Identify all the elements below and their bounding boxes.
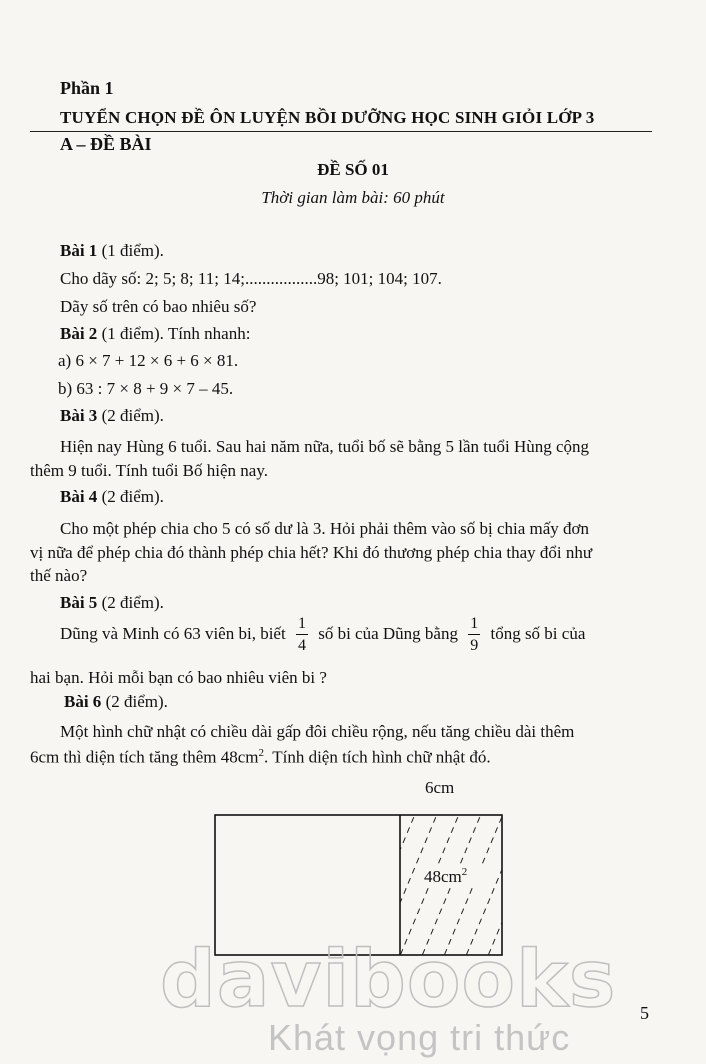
problem-1-line: Dãy số trên có bao nhiêu số?	[60, 297, 257, 316]
problem-points: (2 điểm).	[97, 487, 164, 506]
section-heading: A – ĐỀ BÀI	[60, 134, 152, 154]
watermark-tagline: Khát vọng tri thức	[268, 1017, 571, 1058]
problem-5-text-c: tổng số bi của	[490, 623, 586, 643]
area-label: $48cm^2$	[424, 866, 468, 886]
problem-5-line	[60, 616, 585, 654]
problem-3-heading	[60, 406, 164, 426]
part-label: Phần 1	[60, 78, 114, 98]
exam-title: ĐỀ SỐ 01	[317, 160, 389, 179]
problem-1-heading	[60, 241, 164, 261]
problem-6-text-a: 6cm thì diện tích tăng thêm 48cm	[30, 747, 259, 767]
fraction-denominator: 4	[297, 637, 306, 654]
superscript: 2	[258, 747, 265, 759]
problem-5-heading	[60, 593, 164, 613]
fraction-one-quarter	[296, 616, 308, 654]
problem-3-line: thêm 9 tuổi. Tính tuổi Bố hiện nay.	[30, 461, 268, 480]
problem-points: (2 điểm).	[101, 692, 168, 711]
problem-label: Bài 2	[60, 324, 98, 343]
problem-label: Bài 6	[64, 692, 102, 711]
problem-label: Bài 5	[60, 593, 98, 612]
watermark-brand: davibooks	[160, 935, 617, 1025]
fraction-denominator: 9	[470, 637, 479, 654]
problem-label: Bài 1	[60, 241, 98, 260]
problem-4-line: vị nữa để phép chia đó thành phép chia hết? Khi đó thương phép chia thay đổi như	[30, 543, 593, 562]
problem-6-text-b: . Tính diện tích hình chữ nhật đó.	[264, 747, 491, 767]
exam-time: Thời gian làm bài: 60 phút	[261, 188, 445, 207]
problem-2-part-a: a) 6 × 7 + 12 × 6 + 6 × 81.	[58, 351, 239, 370]
problem-label: Bài 4	[60, 487, 98, 506]
problem-5-line: hai bạn. Hỏi mỗi bạn có bao nhiêu viên bi ?	[30, 668, 327, 687]
problem-points: (1 điểm). Tính nhanh:	[97, 324, 251, 343]
fraction-numerator: 1	[296, 616, 308, 635]
problem-4-line: Cho một phép chia cho 5 có số dư là 3. Hỏi phải thêm vào số bị chia mấy đơn	[60, 519, 590, 538]
problem-points: (1 điểm).	[97, 241, 164, 260]
fraction-one-ninth	[468, 616, 480, 654]
problem-1-line: Cho dãy số: 2; 5; 8; 11; 14;.................98; 101; 104; 107.	[60, 269, 442, 288]
problem-6-heading	[64, 692, 168, 712]
problem-4-heading	[60, 487, 164, 507]
problem-4-line: thế nào?	[30, 566, 88, 585]
problem-2-part-b: b) 63 : 7 × 8 + 9 × 7 – 45.	[58, 379, 234, 398]
problem-3-line: Hiện nay Hùng 6 tuổi. Sau hai năm nữa, tuổi bố sẽ bằng 5 lần tuổi Hùng cộng	[60, 437, 590, 456]
problem-5-text-a: Dũng và Minh có 63 viên bi, biết	[60, 623, 286, 643]
page-number: 5	[640, 1003, 649, 1023]
problem-5-text-b: số bi của Dũng bằng	[318, 623, 458, 643]
figure-width-label: 6cm	[425, 778, 455, 797]
problem-points: (2 điểm).	[97, 593, 164, 612]
problem-points: (2 điểm).	[97, 406, 164, 425]
problem-6-line: Một hình chữ nhật có chiều dài gấp đôi chiều rộng, nếu tăng chiều dài thêm	[60, 722, 575, 741]
problem-2-heading	[60, 324, 250, 344]
fraction-numerator: 1	[468, 616, 480, 635]
part-title: TUYỂN CHỌN ĐỀ ÔN LUYỆN BỒI DƯỠNG HỌC SINH GIỎI LỚP 3	[60, 108, 595, 127]
problem-label: Bài 3	[60, 406, 98, 425]
problem-6-line	[30, 747, 491, 768]
title-rule	[30, 131, 652, 132]
